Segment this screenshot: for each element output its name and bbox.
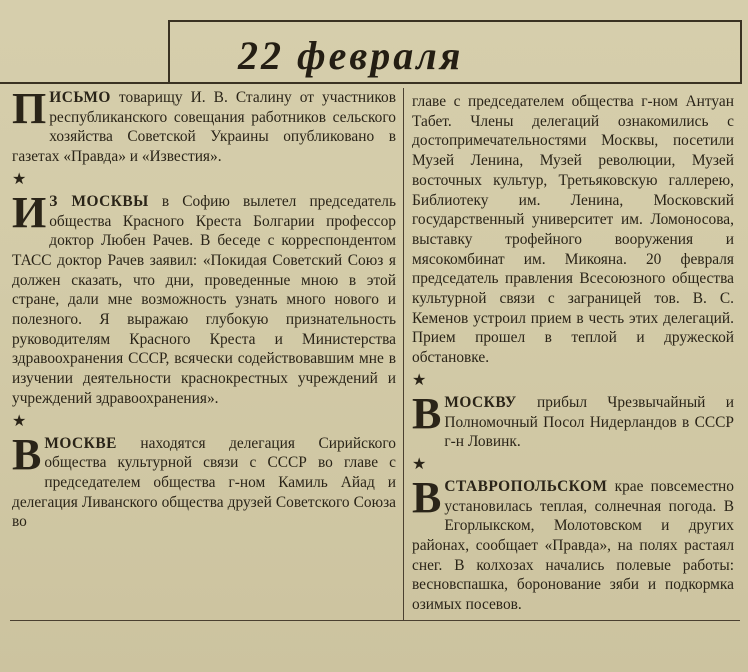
star-separator: ★ xyxy=(12,170,27,188)
item-text: прибыл Чрезвычайный и Полномочный Посол Нидерландов в СССР г-н Ловинк. xyxy=(444,393,734,451)
left-column xyxy=(12,84,396,532)
news-item-sofia xyxy=(12,187,396,409)
item-lead: МОСКВЕ xyxy=(44,434,117,452)
news-item-stavropol xyxy=(412,472,734,615)
news-item-ambassador xyxy=(412,388,734,452)
header-divider xyxy=(0,82,740,84)
item-lead: З МОСКВЫ xyxy=(49,192,149,210)
bottom-divider xyxy=(10,620,740,621)
page-title: 22 февраля xyxy=(238,33,464,78)
dropcap: В xyxy=(12,429,42,479)
column-divider xyxy=(403,88,404,620)
right-column xyxy=(412,92,734,615)
item-lead: ИСЬМО xyxy=(49,89,111,106)
item-text: находятся делегация Сирийского общества культурной связи с СССР во главе с председателем общества г-ном Камиль Айад и делегация Ливанского общества друзей Советского Союза во xyxy=(12,434,396,531)
news-item-delegations xyxy=(12,429,396,533)
item-text: в Софию вылетел председатель общества Красного Креста Болгарии профессор доктор Любен Рачев. В беседе с корреспондентом ТАСС доктор Рачев заявил: «Покидая Советский Союз я должен сказать, что дни, проведенные мною в этой стране, дали мне возможность узнать много нового и полезного. Я выражаю глубокую признательность руководителям Красного Креста и Министерства здравоохранения СССР, всячески содействовавшим мне в изучении деятельности краснокрестных учреждений и учреждений здравоохранения». xyxy=(12,192,396,407)
item-text: товарищу И. В. Сталину от участников республиканского совещания работников сельского хозяйства Советской Украины опубликовано в газетах «Правда» и «Известия». xyxy=(12,89,396,166)
dropcap: П xyxy=(12,84,47,133)
dropcap: И xyxy=(12,187,47,237)
item-lead: СТАВРОПОЛЬСКОМ xyxy=(444,477,608,495)
item-text: крае повсеместно установилась теплая, солнечная погода. В Егорлыкском, Молотовском и других районах, сообщает «Правда», на полях растаял снег. В колхозах начались полевые работы: весновспашка, боронование зяби и подкормка озимых посевов. xyxy=(412,477,734,614)
star-separator: ★ xyxy=(412,371,427,389)
dropcap: В xyxy=(412,472,442,522)
item-lead: МОСКВУ xyxy=(444,393,517,411)
news-item-letter xyxy=(12,84,396,167)
star-separator: ★ xyxy=(412,455,427,473)
news-item-delegations-cont xyxy=(412,92,734,368)
dropcap: В xyxy=(412,388,442,438)
star-separator: ★ xyxy=(12,412,27,430)
item-text: главе с председателем общества г-ном Антуан Табет. Члены делегаций ознакомились с достопримечательностями Москвы, посетили Музей Ленина, Музей революции, Музей восточных культур, Третьяковскую галлерею, Библиотеку им. Ленина, Московский государственный университет им. Ломоносова, выставку трофейного вооружения и мясокомбинат им. Микояна. 20 февраля председатель правления Всесоюзного общества культурной связи с заграницей тов. В. С. Кеменов устроил прием в честь этих делегаций. Прием прошел в теплой и дружеской обстановке. xyxy=(412,93,734,367)
